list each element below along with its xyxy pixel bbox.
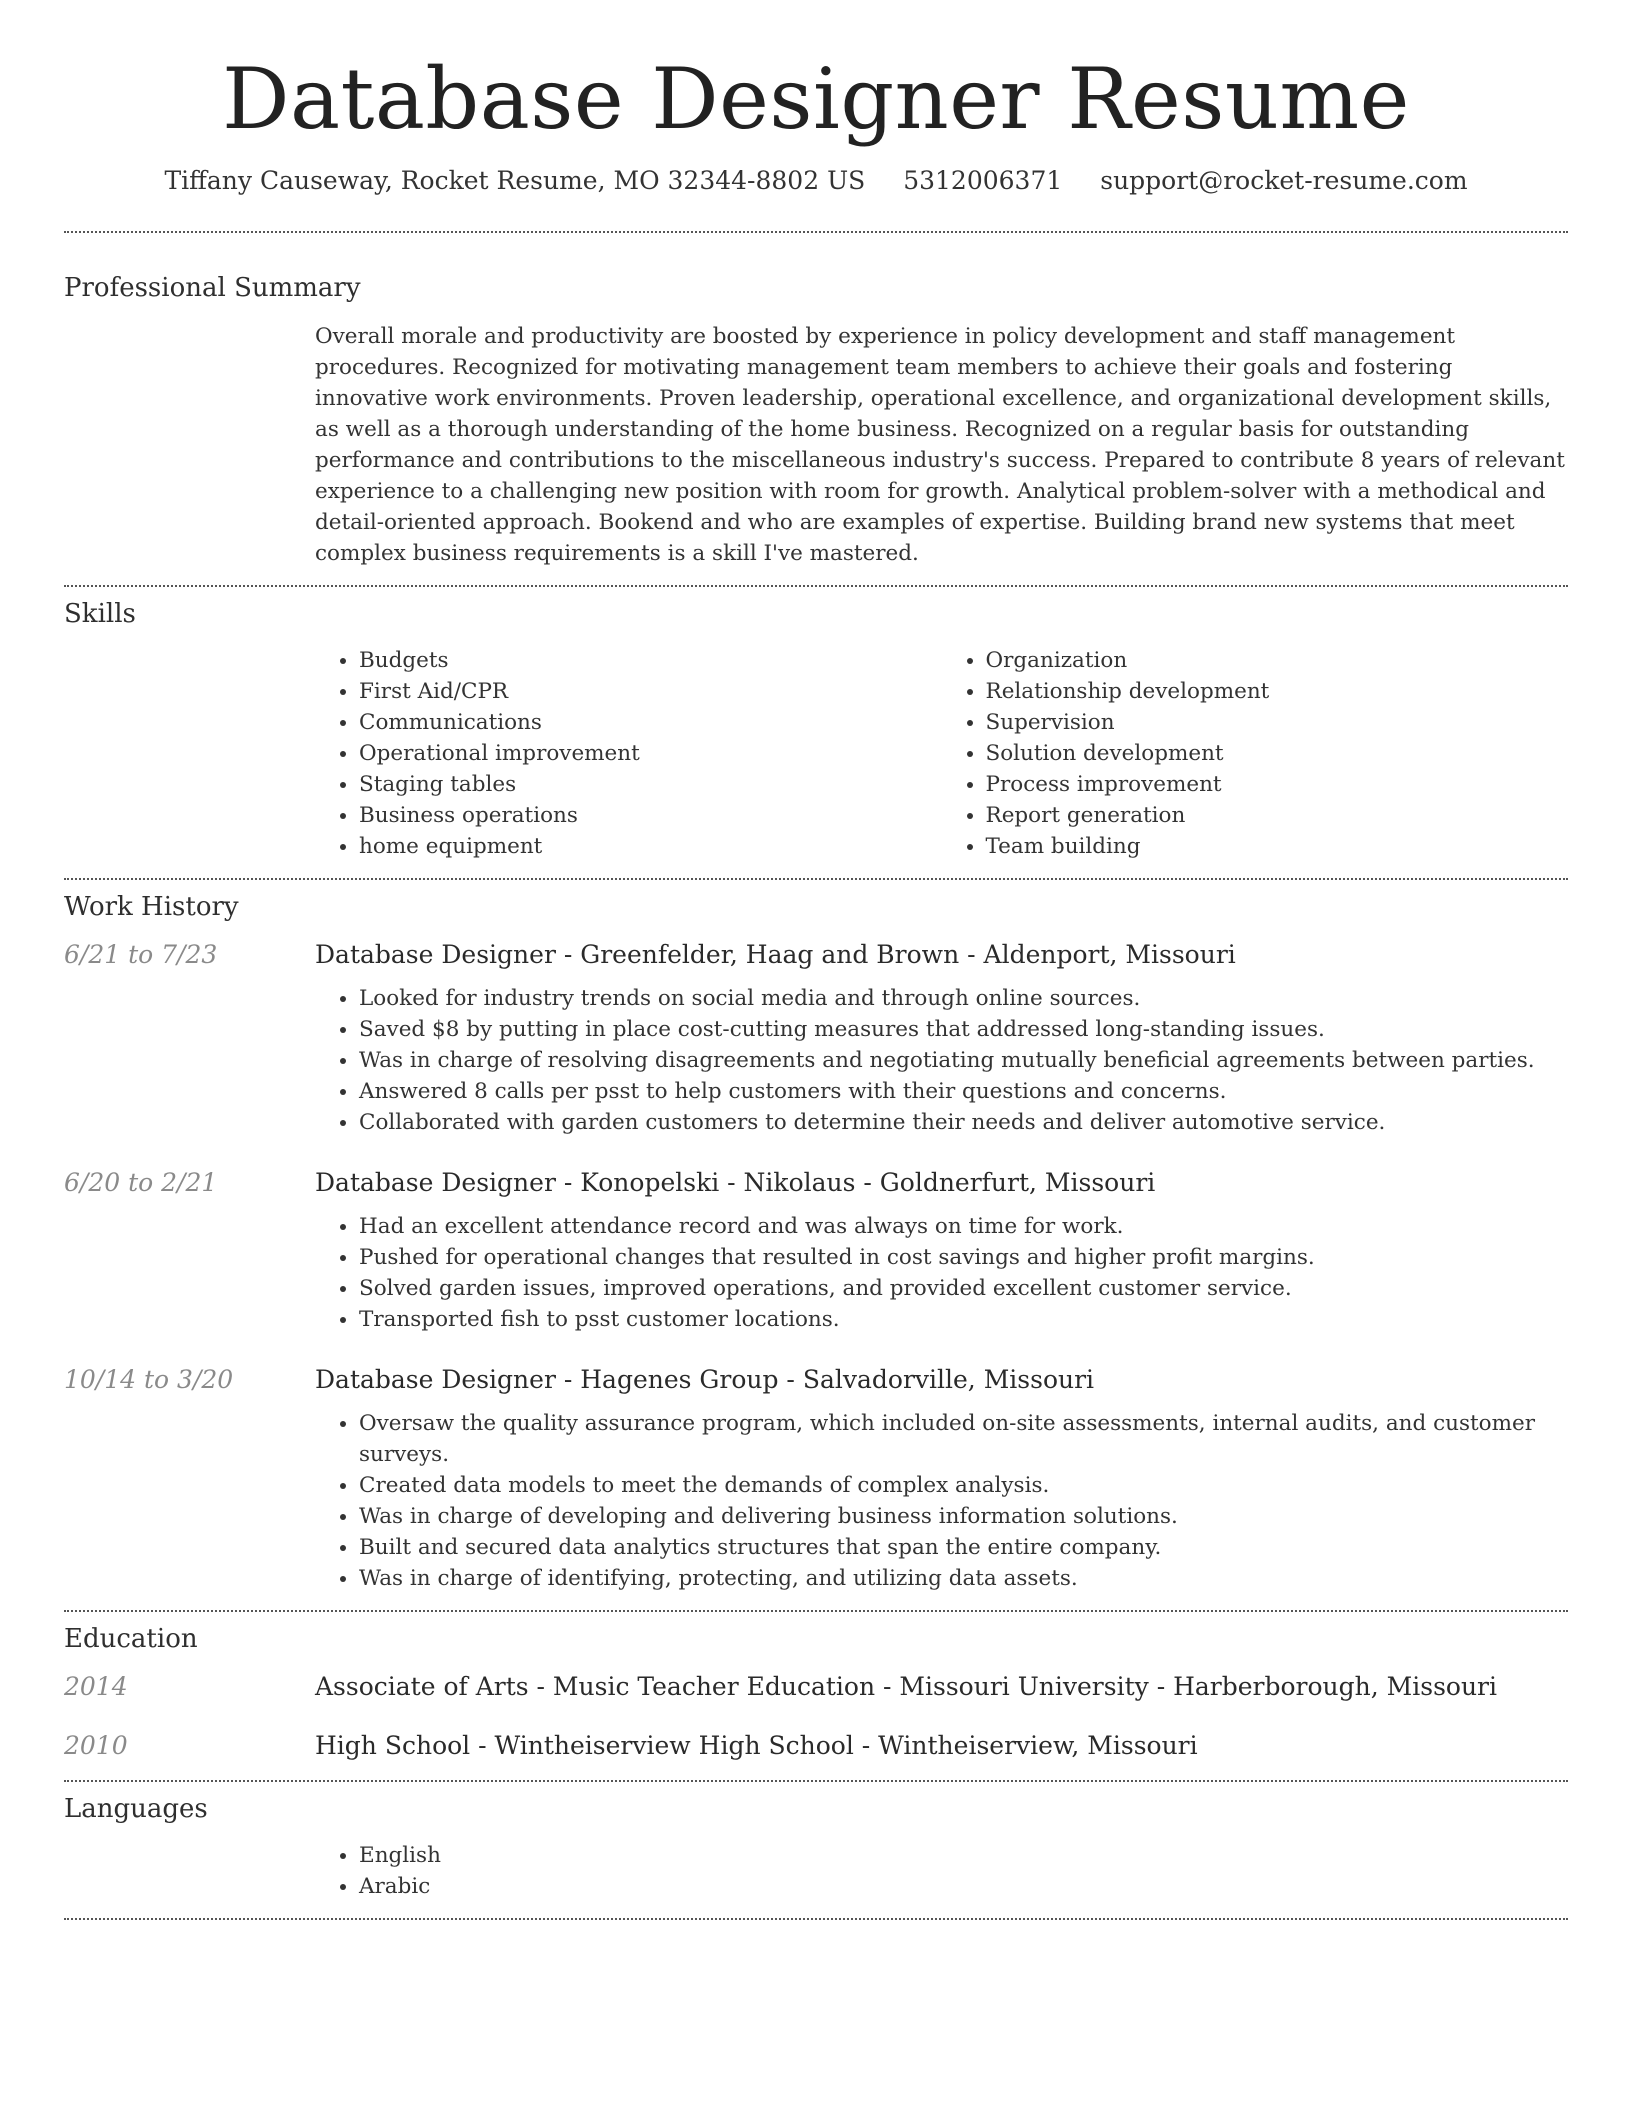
job-bullet: • Built and secured data analytics structures that span the entire company. bbox=[359, 1532, 1568, 1563]
skills-list-right bbox=[942, 645, 1569, 862]
job-bullet: • Answered 8 calls per psst to help customers with their questions and concerns. bbox=[359, 1076, 1568, 1107]
contact-email: support@rocket-resume.com bbox=[1100, 166, 1468, 196]
job-bullet: • Transported fish to psst customer locations. bbox=[359, 1304, 1568, 1335]
skill-item: • Staging tables bbox=[359, 769, 942, 800]
job-bullets bbox=[315, 983, 1568, 1138]
job-header bbox=[64, 1168, 1568, 1197]
education-list bbox=[64, 1672, 1568, 1760]
divider bbox=[64, 231, 1568, 233]
job-list bbox=[64, 940, 1568, 1594]
summary-text: Overall morale and productivity are boosted by experience in policy development and staff management procedures. Recognized for motivating management team members to achieve their goals and fostering innovative work environments. Proven leadership, operational excellence, and organizational development skills, as well as a thorough understanding of the home business. Recognized on a regular basis for outstanding performance and contributions to the miscellaneous industry's success. Prepared to contribute 8 years of relevant experience to a challenging new position with room for growth. Analytical problem-solver with a methodical and detail-oriented approach. Bookend and who are examples of expertise. Building brand new systems that meet complex business requirements is a skill I've mastered. bbox=[315, 324, 1565, 567]
contact-phone: 5312006371 bbox=[903, 166, 1063, 196]
job-header bbox=[64, 940, 1568, 969]
divider bbox=[64, 878, 1568, 880]
job-bullets bbox=[315, 1211, 1568, 1335]
education-text: Associate of Arts - Music Teacher Education - Missouri University - Harberborough, Missouri bbox=[315, 1672, 1498, 1702]
job-bullet: • Had an excellent attendance record and was always on time for work. bbox=[359, 1211, 1568, 1242]
job-bullets bbox=[315, 1408, 1568, 1594]
skill-item: • Team building bbox=[986, 831, 1569, 862]
job-bullet: • Created data models to meet the demands of complex analysis. bbox=[359, 1470, 1568, 1501]
language-item: • Arabic bbox=[359, 1871, 1568, 1902]
skills-section bbox=[64, 599, 1568, 862]
summary-heading: Professional Summary bbox=[64, 273, 361, 304]
skills-list-left bbox=[315, 645, 942, 862]
skill-item: • Operational improvement bbox=[359, 738, 942, 769]
skill-item: • home equipment bbox=[359, 831, 942, 862]
summary-section bbox=[64, 273, 1568, 569]
job-bullet: • Collaborated with garden customers to determine their needs and deliver automotive service. bbox=[359, 1107, 1568, 1138]
divider bbox=[64, 585, 1568, 587]
skill-item: • Supervision bbox=[986, 707, 1569, 738]
education-entry bbox=[64, 1731, 1568, 1760]
skill-item: • Report generation bbox=[986, 800, 1569, 831]
skill-item: • Relationship development bbox=[986, 676, 1569, 707]
job-date: 6/20 to 2/21 bbox=[64, 1168, 218, 1198]
skills-heading: Skills bbox=[64, 599, 136, 630]
education-date: 2014 bbox=[64, 1672, 128, 1702]
job-bullet: • Oversaw the quality assurance program, which included on-site assessments, internal audits, and customer surveys. bbox=[359, 1408, 1568, 1470]
job-header bbox=[64, 1365, 1568, 1394]
job-title: Database Designer - Hagenes Group - Salvadorville, Missouri bbox=[315, 1365, 1095, 1395]
skill-item: • Organization bbox=[986, 645, 1569, 676]
job-date: 6/21 to 7/23 bbox=[64, 940, 218, 970]
job-date: 10/14 to 3/20 bbox=[64, 1365, 234, 1395]
skills-columns bbox=[315, 645, 1568, 862]
work-section bbox=[64, 892, 1568, 1594]
job-title: Database Designer - Greenfelder, Haag and Brown - Aldenport, Missouri bbox=[315, 940, 1236, 970]
languages-section bbox=[64, 1794, 1568, 1902]
languages-list bbox=[315, 1840, 1568, 1902]
education-entry bbox=[64, 1672, 1568, 1701]
education-text: High School - Wintheiserview High School - Wintheiserview, Missouri bbox=[315, 1731, 1198, 1761]
job-bullet: • Was in charge of identifying, protecting, and utilizing data assets. bbox=[359, 1563, 1568, 1594]
contact-address: Tiffany Causeway, Rocket Resume, MO 32344-8802 US bbox=[164, 166, 866, 196]
work-heading: Work History bbox=[64, 892, 239, 923]
language-item: • English bbox=[359, 1840, 1568, 1871]
skill-item: • Communications bbox=[359, 707, 942, 738]
skill-item: • First Aid/CPR bbox=[359, 676, 942, 707]
languages-heading: Languages bbox=[64, 1794, 208, 1825]
job-title: Database Designer - Konopelski - Nikolaus - Goldnerfurt, Missouri bbox=[315, 1168, 1156, 1198]
job-bullet: • Solved garden issues, improved operations, and provided excellent customer service. bbox=[359, 1273, 1568, 1304]
education-heading: Education bbox=[64, 1624, 198, 1655]
job-bullet: • Was in charge of resolving disagreements and negotiating mutually beneficial agreements between parties. bbox=[359, 1045, 1568, 1076]
skill-item: • Solution development bbox=[986, 738, 1569, 769]
skill-item: • Budgets bbox=[359, 645, 942, 676]
skill-item: • Business operations bbox=[359, 800, 942, 831]
education-section bbox=[64, 1624, 1568, 1760]
skill-item: • Process improvement bbox=[986, 769, 1569, 800]
page-title: Database Designer Resume bbox=[222, 50, 1410, 148]
job-bullet: • Was in charge of developing and delivering business information solutions. bbox=[359, 1501, 1568, 1532]
divider bbox=[64, 1780, 1568, 1782]
contact-line bbox=[64, 166, 1568, 195]
job-bullet: • Looked for industry trends on social media and through online sources. bbox=[359, 983, 1568, 1014]
divider bbox=[64, 1918, 1568, 1920]
job-bullet: • Pushed for operational changes that resulted in cost savings and higher profit margins. bbox=[359, 1242, 1568, 1273]
divider bbox=[64, 1610, 1568, 1612]
education-date: 2010 bbox=[64, 1731, 128, 1761]
job-bullet: • Saved $8 by putting in place cost-cutting measures that addressed long-standing issues. bbox=[359, 1014, 1568, 1045]
